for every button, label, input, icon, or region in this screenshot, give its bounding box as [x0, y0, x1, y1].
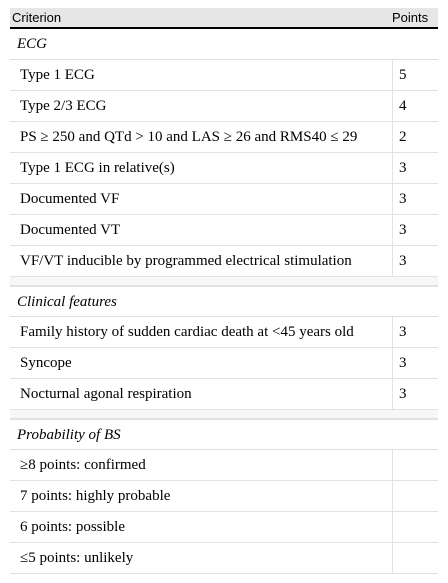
row-points: 4 [392, 91, 438, 121]
row-points: 2 [392, 122, 438, 152]
row-points: 3 [392, 246, 438, 276]
table-row [10, 60, 438, 91]
section-title-clinical: Clinical features [10, 286, 438, 317]
row-points: 5 [392, 60, 438, 90]
row-points: 3 [392, 379, 438, 409]
table-row [10, 543, 438, 574]
row-points [392, 543, 438, 573]
table-row [10, 512, 438, 543]
section-divider [10, 277, 438, 286]
section-title-ecg: ECG [10, 29, 438, 60]
row-points [392, 512, 438, 542]
row-points: 3 [392, 184, 438, 214]
table-row [10, 91, 438, 122]
header-criterion: Criterion [12, 10, 62, 25]
row-criterion: Type 1 ECG in relative(s) [20, 160, 175, 176]
section-divider [10, 410, 438, 419]
table-row [10, 348, 438, 379]
table-row [10, 450, 438, 481]
criteria-table [10, 8, 438, 574]
row-criterion: ≥8 points: confirmed [20, 457, 146, 473]
row-points: 3 [392, 317, 438, 347]
header-points: Points [392, 10, 429, 25]
row-points [392, 450, 438, 480]
row-criterion: Documented VF [20, 191, 120, 207]
row-points: 3 [392, 153, 438, 183]
table-row [10, 153, 438, 184]
row-points [392, 481, 438, 511]
row-points: 3 [392, 348, 438, 378]
row-criterion: 7 points: highly probable [20, 488, 171, 504]
table-row [10, 481, 438, 512]
table-row [10, 317, 438, 348]
row-points: 3 [392, 215, 438, 245]
row-criterion: Type 1 ECG [20, 67, 95, 83]
row-criterion: Nocturnal agonal respiration [20, 386, 192, 402]
table-row [10, 246, 438, 277]
row-criterion: Syncope [20, 355, 72, 371]
table-header [10, 8, 438, 29]
row-criterion: 6 points: possible [20, 519, 126, 535]
table-row [10, 184, 438, 215]
section-title-probability: Probability of BS [10, 419, 438, 450]
table-row [10, 122, 438, 153]
row-criterion: ≤5 points: unlikely [20, 550, 134, 566]
row-criterion: PS ≥ 250 and QTd > 10 and LAS ≥ 26 and RMS40 ≤ 29 [20, 129, 358, 145]
table-row [10, 215, 438, 246]
table-row [10, 379, 438, 410]
row-criterion: Documented VT [20, 222, 121, 238]
row-criterion: Family history of sudden cardiac death at <45 years old [20, 324, 354, 340]
row-criterion: Type 2/3 ECG [20, 98, 107, 114]
row-criterion: VF/VT inducible by programmed electrical stimulation [20, 253, 352, 269]
